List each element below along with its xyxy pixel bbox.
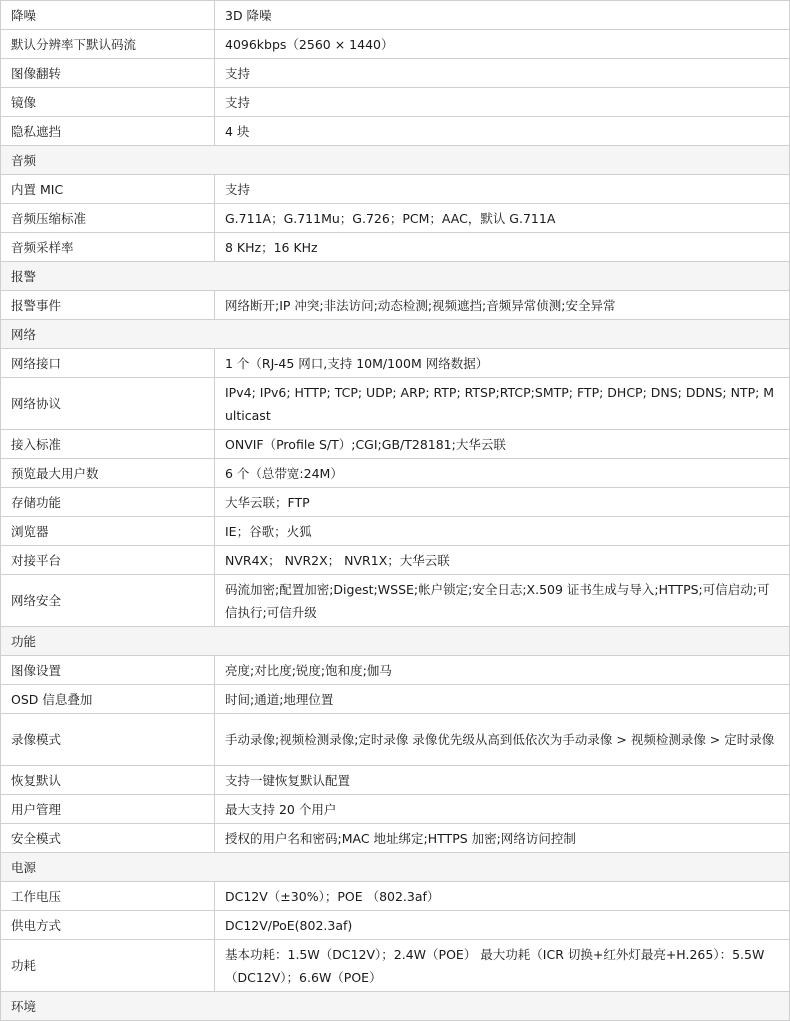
- spec-row: [1, 824, 790, 853]
- spec-value: 1 个（RJ-45 网口,支持 10M/100M 网络数据）: [215, 349, 790, 378]
- spec-row: [1, 175, 790, 204]
- section-title: 音频: [1, 146, 790, 175]
- spec-value: IE；谷歌；火狐: [215, 517, 790, 546]
- spec-value: 支持一键恢复默认配置: [215, 766, 790, 795]
- spec-label: 内置 MIC: [1, 175, 215, 204]
- spec-value: 大华云联；FTP: [215, 488, 790, 517]
- spec-row: [1, 459, 790, 488]
- section-header-row: [1, 992, 790, 1021]
- spec-row: [1, 117, 790, 146]
- section-header-row: [1, 853, 790, 882]
- spec-label: 隐私遮挡: [1, 117, 215, 146]
- spec-label: 浏览器: [1, 517, 215, 546]
- spec-label: 网络协议: [1, 378, 215, 430]
- spec-row: [1, 546, 790, 575]
- spec-label: 接入标准: [1, 430, 215, 459]
- spec-row: [1, 30, 790, 59]
- spec-row: [1, 714, 790, 766]
- spec-label: 录像模式: [1, 714, 215, 766]
- spec-value: 授权的用户名和密码;MAC 地址绑定;HTTPS 加密;网络访问控制: [215, 824, 790, 853]
- spec-label: 报警事件: [1, 291, 215, 320]
- spec-label: 安全模式: [1, 824, 215, 853]
- spec-label: OSD 信息叠加: [1, 685, 215, 714]
- section-title: 电源: [1, 853, 790, 882]
- spec-value: DC12V（±30%）；POE （802.3af）: [215, 882, 790, 911]
- spec-row: [1, 59, 790, 88]
- spec-row: [1, 940, 790, 992]
- spec-row: [1, 349, 790, 378]
- spec-value: 手动录像;视频检测录像;定时录像 录像优先级从高到低依次为手动录像 > 视频检测录像 > 定时录像: [215, 714, 790, 766]
- spec-label: 存储功能: [1, 488, 215, 517]
- section-header-row: [1, 262, 790, 291]
- spec-label: 预览最大用户数: [1, 459, 215, 488]
- spec-label: 音频压缩标准: [1, 204, 215, 233]
- spec-value: 4 块: [215, 117, 790, 146]
- section-title: 报警: [1, 262, 790, 291]
- spec-row: [1, 882, 790, 911]
- spec-row: [1, 795, 790, 824]
- spec-row: [1, 488, 790, 517]
- spec-row: [1, 575, 790, 627]
- spec-label: 工作电压: [1, 882, 215, 911]
- spec-label: 功耗: [1, 940, 215, 992]
- spec-label: 默认分辨率下默认码流: [1, 30, 215, 59]
- spec-value: 最大支持 20 个用户: [215, 795, 790, 824]
- spec-value: 8 KHz；16 KHz: [215, 233, 790, 262]
- spec-row: [1, 88, 790, 117]
- spec-row: [1, 517, 790, 546]
- spec-value: 支持: [215, 88, 790, 117]
- spec-value: 3D 降噪: [215, 1, 790, 30]
- spec-label: 音频采样率: [1, 233, 215, 262]
- spec-row: [1, 766, 790, 795]
- spec-row: [1, 1, 790, 30]
- spec-value: 亮度;对比度;锐度;饱和度;伽马: [215, 656, 790, 685]
- spec-value: 6 个（总带宽:24M）: [215, 459, 790, 488]
- spec-label: 对接平台: [1, 546, 215, 575]
- spec-row: [1, 911, 790, 940]
- spec-label: 网络接口: [1, 349, 215, 378]
- spec-value: G.711A；G.711Mu；G.726；PCM；AAC，默认 G.711A: [215, 204, 790, 233]
- spec-value: ONVIF（Profile S/T）;CGI;GB/T28181;大华云联: [215, 430, 790, 459]
- spec-value: 网络断开;IP 冲突;非法访问;动态检测;视频遮挡;音频异常侦测;安全异常: [215, 291, 790, 320]
- spec-value: IPv4; IPv6; HTTP; TCP; UDP; ARP; RTP; RTSP;RTCP;SMTP; FTP; DHCP; DNS; DDNS; NTP; Multicast: [215, 378, 790, 430]
- spec-value: 支持: [215, 175, 790, 204]
- spec-value: 码流加密;配置加密;Digest;WSSE;帐户锁定;安全日志;X.509 证书生成与导入;HTTPS;可信启动;可信执行;可信升级: [215, 575, 790, 627]
- spec-label: 用户管理: [1, 795, 215, 824]
- section-title: 功能: [1, 627, 790, 656]
- section-header-row: [1, 627, 790, 656]
- spec-row: [1, 233, 790, 262]
- spec-value: 4096kbps（2560 × 1440）: [215, 30, 790, 59]
- spec-value: 支持: [215, 59, 790, 88]
- section-title: 网络: [1, 320, 790, 349]
- spec-label: 降噪: [1, 1, 215, 30]
- spec-label: 网络安全: [1, 575, 215, 627]
- spec-value: NVR4X； NVR2X； NVR1X；大华云联: [215, 546, 790, 575]
- spec-label: 恢复默认: [1, 766, 215, 795]
- section-title: 环境: [1, 992, 790, 1021]
- spec-label: 图像翻转: [1, 59, 215, 88]
- spec-value: 基本功耗：1.5W（DC12V）；2.4W（POE） 最大功耗（ICR 切换+红外灯最亮+H.265）：5.5W（DC12V）；6.6W（POE）: [215, 940, 790, 992]
- spec-label: 供电方式: [1, 911, 215, 940]
- spec-row: [1, 656, 790, 685]
- spec-value: 时间;通道;地理位置: [215, 685, 790, 714]
- spec-row: [1, 204, 790, 233]
- spec-row: [1, 291, 790, 320]
- spec-row: [1, 685, 790, 714]
- spec-label: 图像设置: [1, 656, 215, 685]
- spec-row: [1, 430, 790, 459]
- spec-row: [1, 378, 790, 430]
- spec-label: 镜像: [1, 88, 215, 117]
- spec-value: DC12V/PoE(802.3af): [215, 911, 790, 940]
- section-header-row: [1, 146, 790, 175]
- section-header-row: [1, 320, 790, 349]
